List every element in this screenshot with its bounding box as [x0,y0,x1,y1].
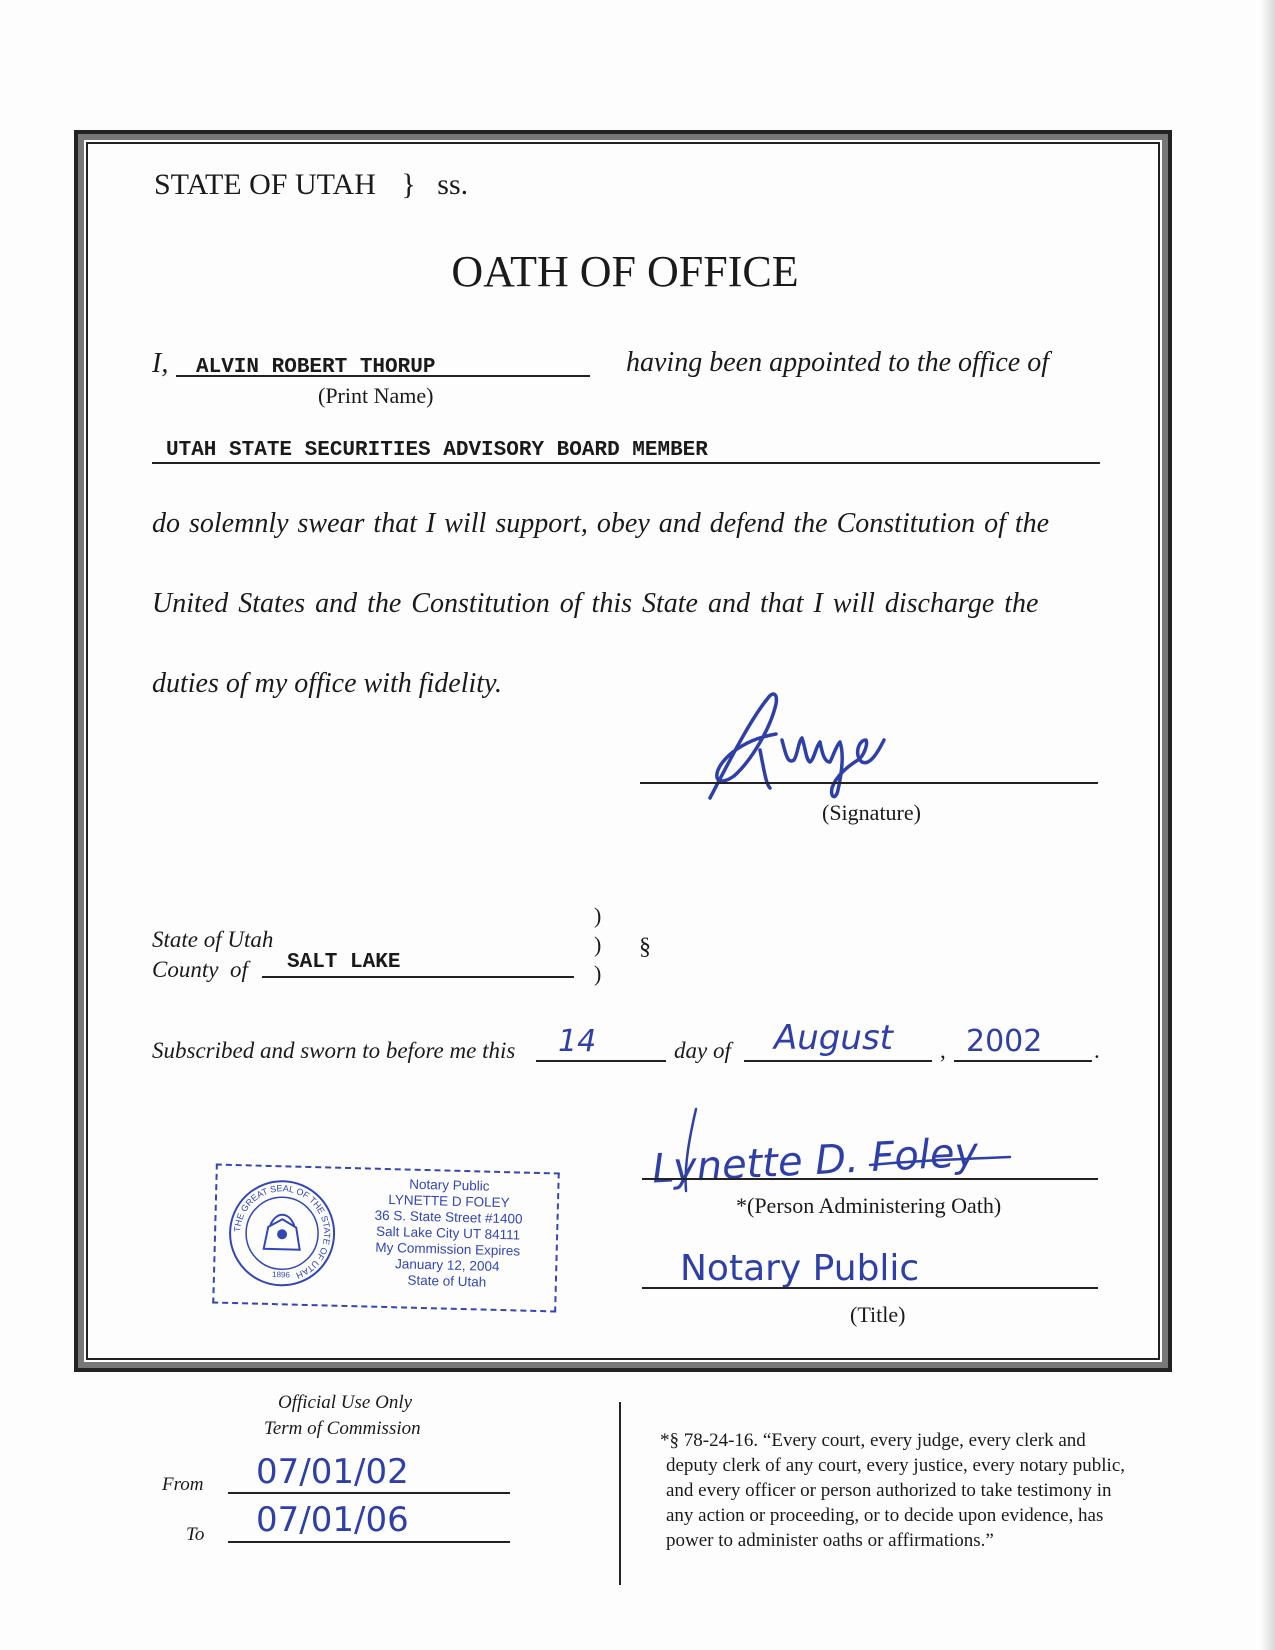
document-title: OATH OF OFFICE [451,247,799,296]
day-value: 14 [558,1024,597,1059]
office-field: UTAH STATE SECURITIES ADVISORY BOARD MEMBER [166,439,708,462]
brace: } [401,168,416,201]
title-value: Notary Public [680,1248,920,1289]
venue-county-label: County of [152,957,248,982]
seal-text: THE GREAT SEAL OF THE STATE OF UTAH [232,1183,333,1281]
from-value: 07/01/02 [256,1452,409,1492]
title-caption: (Title) [850,1302,906,1327]
section-symbol: § [639,934,651,960]
to-label: To [186,1524,205,1545]
day-of-label: day of [674,1038,731,1063]
date-comma: , [940,1038,946,1063]
footnote-line: power to administer oaths or affirmations.” [666,1530,994,1551]
stamp-line: January 12, 2004 [394,1256,500,1274]
name-caption: (Print Name) [318,383,434,408]
state-seal-icon [227,1178,338,1289]
venue-paren-1: ) [594,903,602,928]
stamp-line: Notary Public [409,1176,490,1194]
sworn-text: Subscribed and sworn to before me this [152,1038,516,1063]
footnote-line: any action or proceeding, or to decide upon evidence, has [666,1505,1104,1526]
oath-signature [690,680,930,810]
signature-line [640,782,1098,784]
month-value: August [774,1018,893,1058]
administrator-signature: Lynette D. Foley [651,1129,980,1193]
page-edge-shadow [1261,0,1275,1650]
ss-label: ss. [437,168,469,201]
oath-intro: I, [152,348,169,379]
name-line [176,375,590,377]
date-period: . [1094,1038,1100,1063]
county-field: SALT LAKE [287,951,401,974]
official-heading: Official Use Only [278,1392,413,1413]
stamp-text [347,1175,550,1292]
from-label: From [162,1474,204,1495]
day-line [536,1060,666,1062]
venue-state: State of Utah [152,927,274,952]
footnote-line: deputy clerk of any court, every justice, every notary public, [666,1455,1125,1476]
footnote-line: and every officer or person authorized to take testimony in [666,1480,1112,1501]
name-field: ALVIN ROBERT THORUP [196,356,436,379]
venue-paren-3: ) [594,961,602,986]
from-line [228,1492,510,1494]
administrator-line [642,1178,1098,1180]
stamp-line: My Commission Expires [375,1239,521,1259]
title-line [642,1287,1098,1289]
to-value: 07/01/06 [256,1500,409,1540]
oath-line-2: United States and the Constitution of this State and that I will discharge the [152,588,1039,619]
year-line [954,1060,1092,1062]
footnote-line: *§ 78-24-16. “Every court, every judge, every clerk and [660,1430,1086,1451]
state-label: STATE OF UTAH [154,168,376,201]
seal-year: 1896 [271,1270,291,1280]
footnote [660,1428,1125,1553]
county-line [262,976,574,978]
year-value: 2002 [966,1024,1043,1059]
stamp-line: State of Utah [407,1272,487,1290]
month-line [744,1060,932,1062]
footer-divider [619,1402,621,1585]
oath-line-3: duties of my office with fidelity. [152,668,502,699]
administrator-caption: *(Person Administering Oath) [736,1193,1002,1218]
stamp-line: LYNETTE D FOLEY [388,1192,510,1211]
oath-line-1: do solemnly swear that I will support, obey and defend the Constitution of the [152,508,1050,539]
venue-paren-2: ) [594,932,602,957]
stamp-line: Salt Lake City UT 84111 [375,1223,521,1243]
term-heading: Term of Commission [264,1418,421,1439]
state-heading [154,168,468,202]
signature-caption: (Signature) [822,800,921,825]
appointed-text: having been appointed to the office of [626,347,1050,378]
stamp-line: 36 S. State Street #1400 [374,1207,523,1227]
office-line [152,462,1100,464]
notary-stamp [212,1164,560,1313]
to-line [228,1541,510,1543]
